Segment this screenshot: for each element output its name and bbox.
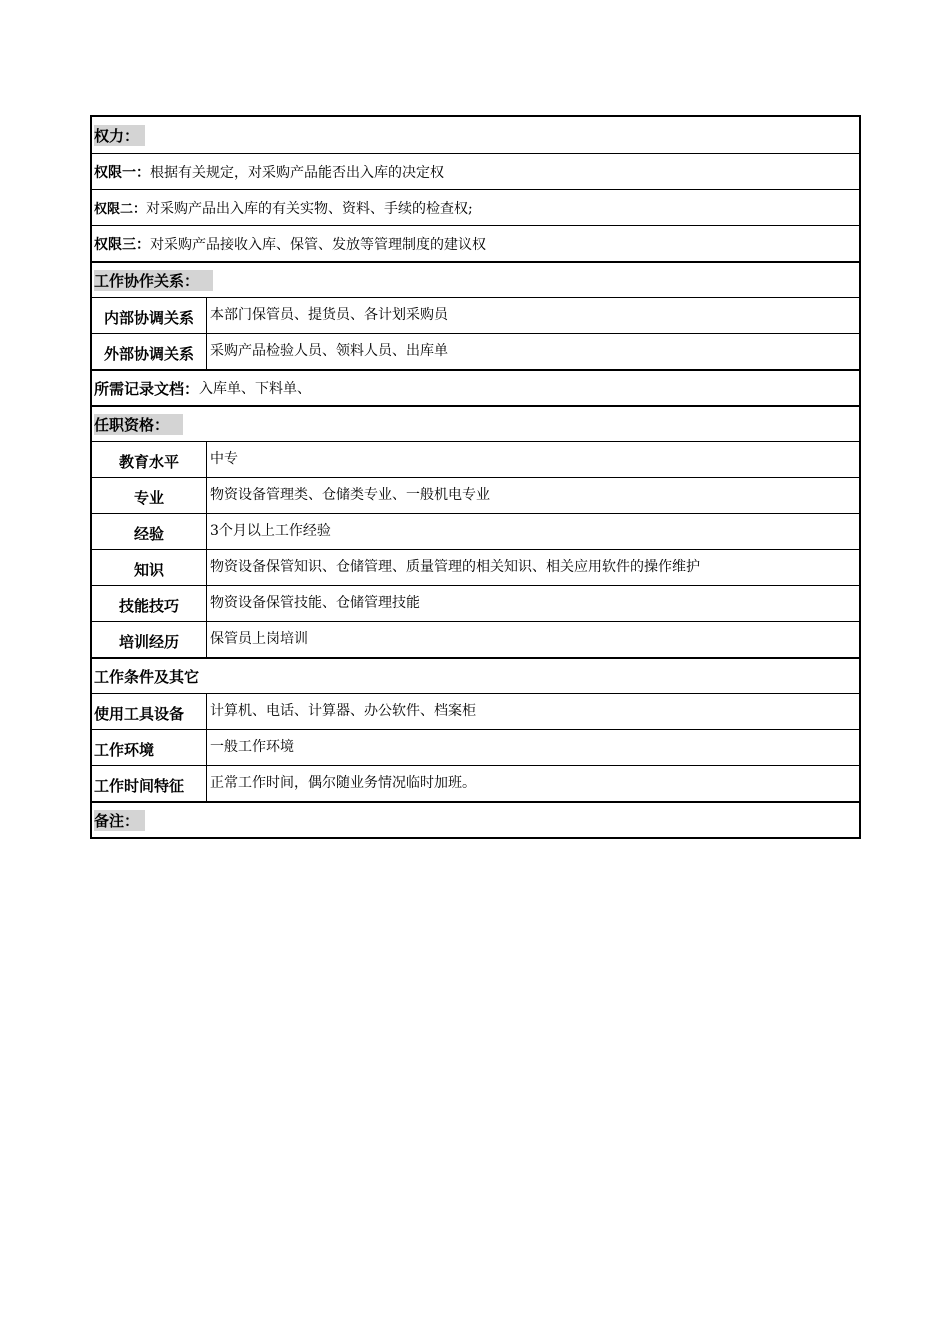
- records-row: [92, 369, 859, 405]
- authority-item-row: [92, 225, 859, 261]
- qualification-label: 经验: [92, 514, 207, 549]
- qualification-value: 保管员上岗培训: [210, 630, 308, 647]
- authority-item-prefix: 权限三：: [94, 236, 150, 253]
- qualifications-heading-row: [92, 405, 859, 441]
- remarks-heading: 备注：: [94, 810, 145, 831]
- qualification-value: 物资设备保管知识、仓储管理、质量管理的相关知识、相关应用软件的操作维护: [210, 558, 700, 575]
- condition-value: 一般工作环境: [210, 738, 294, 755]
- qualification-label: 专业: [92, 478, 207, 513]
- qualification-value: 物资设备保管技能、仓储管理技能: [210, 594, 420, 611]
- qualification-value: 3个月以上工作经验: [210, 522, 331, 539]
- job-description-table: [90, 115, 861, 839]
- authority-heading-row: [92, 117, 859, 153]
- qualification-label: 教育水平: [92, 442, 207, 477]
- qualification-label: 培训经历: [92, 622, 207, 657]
- qualification-value: 物资设备管理类、仓储类专业、一般机电专业: [210, 486, 490, 503]
- qualification-row: [92, 585, 859, 621]
- qualifications-heading: 任职资格：: [94, 414, 183, 435]
- cooperation-value: 本部门保管员、提货员、各计划采购员: [210, 306, 448, 323]
- qualification-row: [92, 477, 859, 513]
- authority-item-text: 对采购产品接收入库、保管、发放等管理制度的建议权: [150, 236, 486, 253]
- qualification-label: 技能技巧: [92, 586, 207, 621]
- qualification-value: 中专: [210, 450, 238, 467]
- cooperation-heading: 工作协作关系：: [94, 270, 213, 291]
- condition-row: [92, 765, 859, 801]
- qualification-label: 知识: [92, 550, 207, 585]
- qualification-row: [92, 549, 859, 585]
- authority-item-row: [92, 153, 859, 189]
- records-label: 所需记录文档：: [94, 379, 200, 398]
- condition-value: 计算机、电话、计算器、办公软件、档案柜: [210, 702, 476, 719]
- condition-value: 正常工作时间，偶尔随业务情况临时加班。: [210, 774, 476, 791]
- condition-row: [92, 729, 859, 765]
- cooperation-row: [92, 333, 859, 369]
- condition-row: [92, 693, 859, 729]
- condition-label: 使用工具设备: [92, 694, 207, 729]
- conditions-heading: 工作条件及其它: [94, 667, 200, 686]
- remarks-row: [92, 801, 859, 837]
- qualification-row: [92, 441, 859, 477]
- records-value: 入库单、下料单、: [199, 381, 312, 397]
- authority-item-prefix: 权限一：: [94, 164, 150, 181]
- conditions-heading-row: [92, 657, 859, 693]
- qualification-row: [92, 621, 859, 657]
- cooperation-heading-row: [92, 261, 859, 297]
- condition-label: 工作时间特征: [92, 766, 207, 801]
- authority-item-prefix: 权限二：: [94, 202, 147, 217]
- authority-item-text: 对采购产品出入库的有关实物、资料、手续的检查权;: [146, 200, 473, 217]
- condition-label: 工作环境: [92, 730, 207, 765]
- cooperation-value: 采购产品检验人员、领料人员、出库单: [210, 342, 448, 359]
- authority-item-text: 根据有关规定，对采购产品能否出入库的决定权: [150, 164, 444, 181]
- cooperation-label: 外部协调关系: [92, 334, 207, 369]
- cooperation-label: 内部协调关系: [92, 298, 207, 333]
- authority-heading: 权力：: [94, 125, 145, 146]
- qualification-row: [92, 513, 859, 549]
- authority-item-row: [92, 189, 859, 225]
- cooperation-row: [92, 297, 859, 333]
